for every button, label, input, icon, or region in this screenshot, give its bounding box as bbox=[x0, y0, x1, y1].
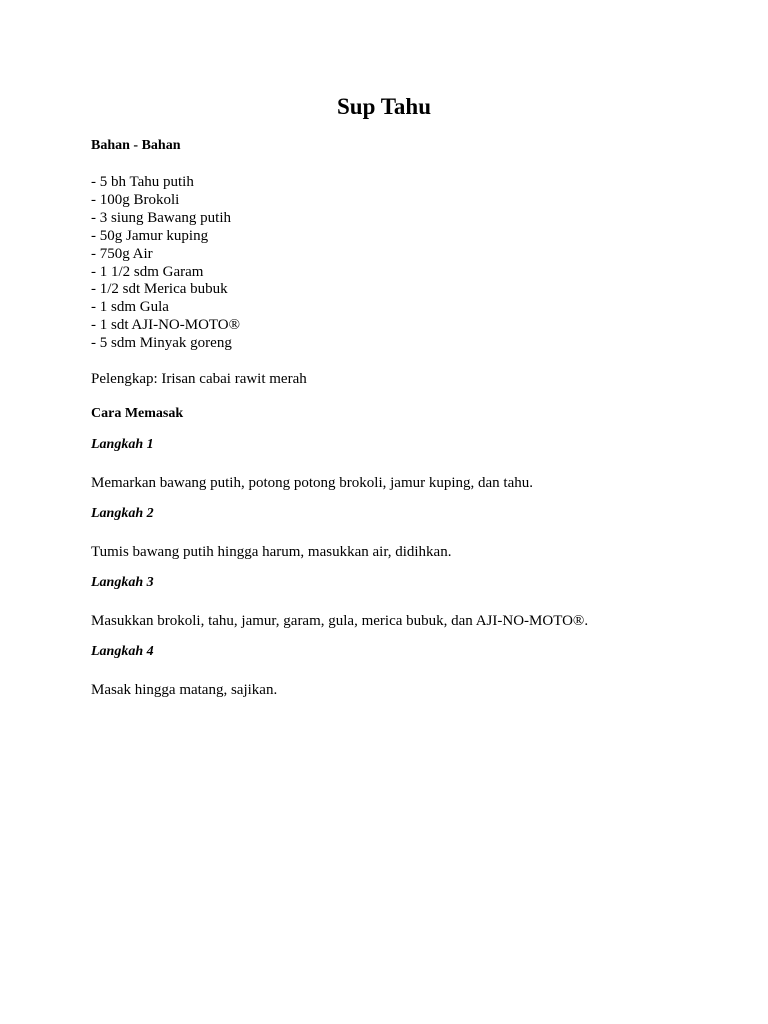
ingredients-heading: Bahan - Bahan bbox=[91, 138, 181, 153]
step-text: Memarkan bawang putih, potong potong brokoli, jamur kuping, dan tahu. bbox=[91, 475, 534, 492]
step-block bbox=[91, 436, 691, 492]
step-block bbox=[91, 505, 691, 561]
step-block bbox=[91, 643, 691, 699]
ingredient-item: - 750g Air bbox=[91, 245, 153, 262]
ingredient-item: - 1 sdt AJI-NO-MOTO® bbox=[91, 317, 241, 334]
step-text: Tumis bawang putih hingga harum, masukkan air, didihkan. bbox=[91, 544, 452, 561]
method-heading: Cara Memasak bbox=[91, 406, 184, 422]
ingredient-item: - 5 sdm Minyak goreng bbox=[91, 335, 232, 352]
step-title: Langkah 3 bbox=[91, 575, 154, 591]
ingredient-item: - 3 siung Bawang putih bbox=[91, 209, 231, 226]
ingredients-list bbox=[91, 174, 691, 353]
step-title: Langkah 2 bbox=[91, 506, 154, 522]
ingredient-item: - 50g Jamur kuping bbox=[91, 227, 209, 244]
step-block bbox=[91, 574, 691, 630]
ingredient-item: - 1/2 sdt Merica bubuk bbox=[91, 281, 228, 298]
ingredient-item: - 100g Brokoli bbox=[91, 191, 180, 208]
step-title: Langkah 4 bbox=[91, 644, 154, 660]
complement-text: Pelengkap: Irisan cabai rawit merah bbox=[91, 371, 307, 388]
step-title: Langkah 1 bbox=[91, 437, 154, 453]
step-text: Masukkan brokoli, tahu, jamur, garam, gula, merica bubuk, dan AJI-NO-MOTO®. bbox=[91, 613, 589, 630]
page-title: Sup Tahu bbox=[336, 94, 432, 119]
ingredient-item: - 1 1/2 sdm Garam bbox=[91, 263, 204, 280]
recipe-content bbox=[91, 137, 691, 699]
ingredient-item: - 5 bh Tahu putih bbox=[91, 174, 194, 190]
step-text: Masak hingga matang, sajikan. bbox=[91, 682, 278, 699]
ingredient-item: - 1 sdm Gula bbox=[91, 299, 169, 316]
